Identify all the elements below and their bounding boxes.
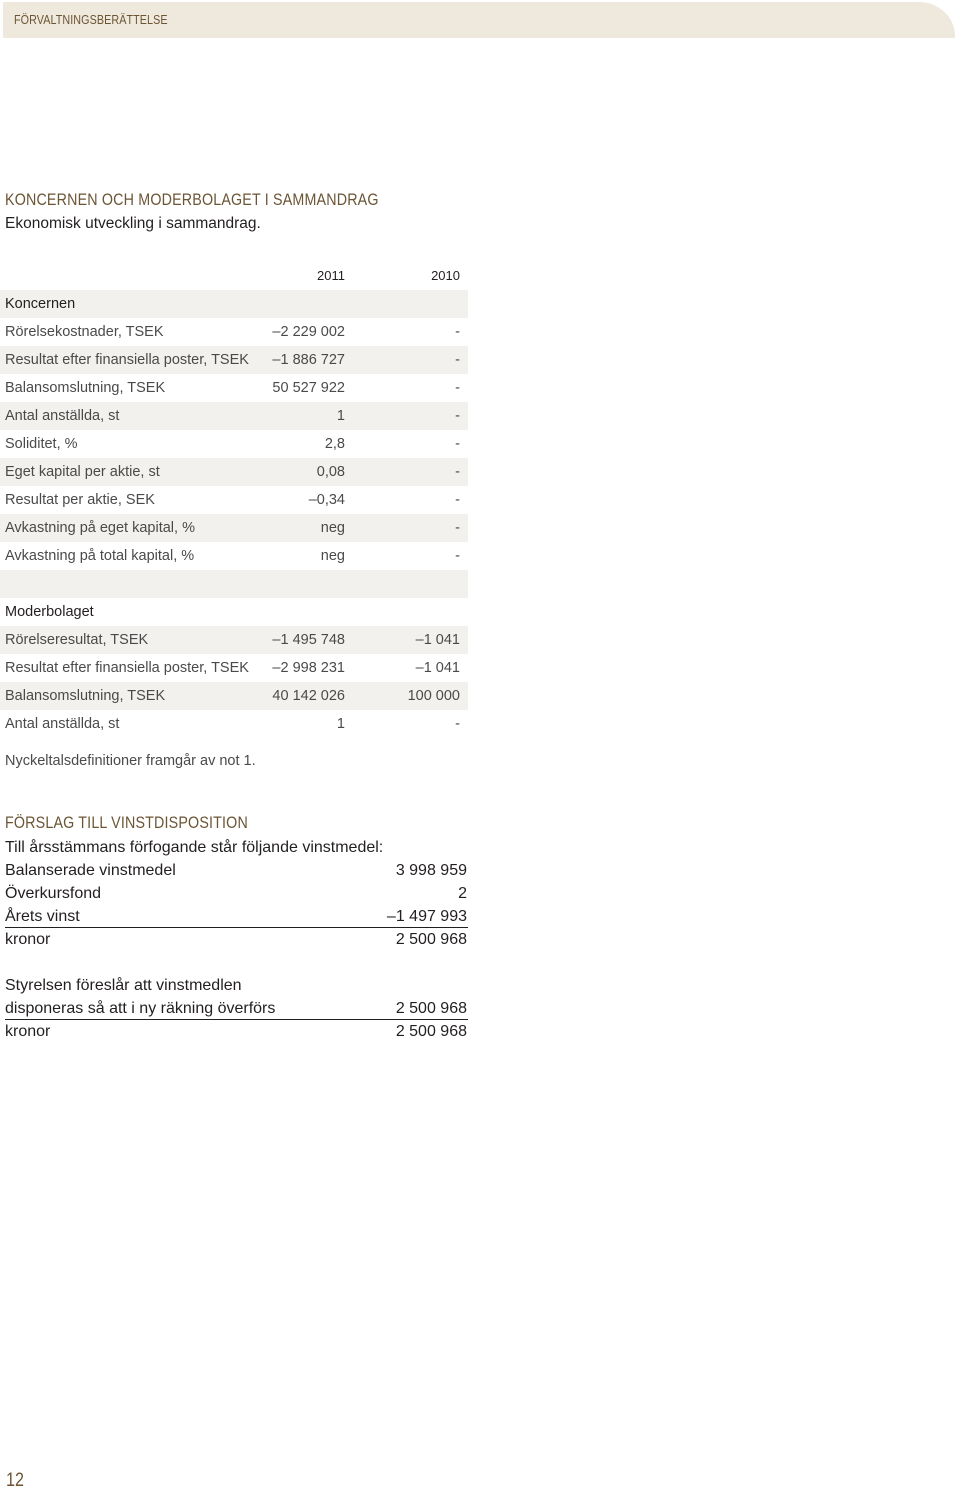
- section-label: FÖRVALTNINGSBERÄTTELSE: [14, 13, 168, 27]
- table-row: [0, 654, 468, 682]
- disposition-table: [0, 836, 468, 951]
- item-label: Balanserade vinstmedel: [5, 862, 176, 879]
- proposal-item-label: disponeras så att i ny räkning överförs: [5, 1000, 276, 1017]
- year-2010-header: 2010: [431, 268, 460, 283]
- table-row: [0, 542, 468, 570]
- row-label: Rörelsekostnader, TSEK: [5, 324, 164, 340]
- disposition-intro-row: [0, 836, 468, 859]
- group-heading-row: [0, 598, 468, 626]
- table-header-row: [0, 262, 468, 290]
- disposition-intro: Till årsstämmans förfogande står följande vinstmedel:: [5, 839, 384, 856]
- total-label: kronor: [5, 931, 51, 948]
- row-label: Resultat efter finansiella poster, TSEK: [5, 660, 249, 676]
- proposal-item: [0, 997, 468, 1020]
- table-row: [0, 430, 468, 458]
- table-row: [0, 318, 468, 346]
- value-2011: 50 527 922: [272, 380, 345, 396]
- value-2011: 1: [336, 408, 345, 424]
- value-2010: -: [455, 520, 460, 536]
- disposition-total: [0, 928, 468, 951]
- item-label: Årets vinst: [5, 908, 80, 925]
- proposal-text: Styrelsen föreslår att vinstmedlen: [5, 977, 242, 994]
- summary-title: KONCERNEN OCH MODERBOLAGET I SAMMANDRAG: [5, 190, 379, 209]
- value-2010: -: [455, 716, 460, 732]
- group-heading: Koncernen: [5, 296, 76, 312]
- row-label: Balansomslutning, TSEK: [5, 380, 166, 396]
- proposal-total: [0, 1020, 468, 1043]
- group-heading: Moderbolaget: [5, 604, 94, 620]
- disposition-item: [0, 905, 468, 928]
- table-row: [0, 486, 468, 514]
- row-label: Resultat per aktie, SEK: [5, 492, 155, 508]
- table-row: [0, 458, 468, 486]
- value-2011: –0,34: [308, 492, 345, 508]
- proposal-item-value: 2 500 968: [395, 1000, 467, 1017]
- value-2010: -: [455, 464, 460, 480]
- value-2010: -: [455, 380, 460, 396]
- proposal-total-value: 2 500 968: [395, 1023, 467, 1040]
- row-label: Soliditet, %: [5, 436, 78, 452]
- disposition-item: [0, 882, 468, 905]
- row-label: Antal anställda, st: [5, 716, 120, 732]
- table-row: [0, 346, 468, 374]
- total-value: 2 500 968: [395, 931, 467, 948]
- row-label: Avkastning på total kapital, %: [5, 548, 195, 564]
- table-row: [0, 374, 468, 402]
- value-2011: –2 998 231: [272, 660, 345, 676]
- row-label: Avkastning på eget kapital, %: [5, 520, 195, 536]
- value-2011: –1 886 727: [272, 352, 345, 368]
- page-number: 12: [6, 1470, 24, 1491]
- value-2010: –1 041: [415, 660, 460, 676]
- row-label: Resultat efter finansiella poster, TSEK: [5, 352, 249, 368]
- value-2010: -: [455, 492, 460, 508]
- year-2011-header: 2011: [317, 268, 345, 283]
- value-2010: -: [455, 548, 460, 564]
- key-figures-table: [0, 262, 468, 738]
- value-2011: neg: [320, 520, 345, 536]
- value-2011: –2 229 002: [272, 324, 345, 340]
- proposal-table: [0, 974, 468, 1043]
- summary-subtitle: Ekonomisk utveckling i sammandrag.: [5, 215, 261, 232]
- proposal-total-label: kronor: [5, 1023, 51, 1040]
- spacer-row: [0, 570, 468, 598]
- row-label: Balansomslutning, TSEK: [5, 688, 166, 704]
- value-2011: 0,08: [316, 464, 345, 480]
- table-row: [0, 402, 468, 430]
- value-2010: 100 000: [407, 688, 460, 704]
- table-row: [0, 626, 468, 654]
- item-value: –1 497 993: [386, 908, 467, 925]
- group-heading-row: [0, 290, 468, 318]
- value-2011: 40 142 026: [272, 688, 345, 704]
- item-value: 2: [458, 885, 467, 902]
- table-row: [0, 710, 468, 738]
- row-label: Antal anställda, st: [5, 408, 120, 424]
- value-2010: -: [455, 436, 460, 452]
- key-figures-note: Nyckeltalsdefinitioner framgår av not 1.: [5, 753, 256, 769]
- value-2010: -: [455, 324, 460, 340]
- disposition-title: FÖRSLAG TILL VINSTDISPOSITION: [5, 813, 248, 832]
- value-2011: 1: [336, 716, 345, 732]
- disposition-item: [0, 859, 468, 882]
- item-label: Överkursfond: [5, 885, 102, 902]
- value-2010: -: [455, 352, 460, 368]
- value-2011: 2,8: [324, 436, 345, 452]
- item-value: 3 998 959: [395, 862, 467, 879]
- section-header-band: [3, 2, 955, 38]
- row-label: Eget kapital per aktie, st: [5, 464, 160, 480]
- value-2010: -: [455, 408, 460, 424]
- value-2011: neg: [320, 548, 345, 564]
- value-2010: –1 041: [415, 632, 460, 648]
- proposal-line: [0, 974, 468, 997]
- table-row: [0, 514, 468, 542]
- table-row: [0, 682, 468, 710]
- row-label: Rörelseresultat, TSEK: [5, 632, 149, 648]
- value-2011: –1 495 748: [272, 632, 345, 648]
